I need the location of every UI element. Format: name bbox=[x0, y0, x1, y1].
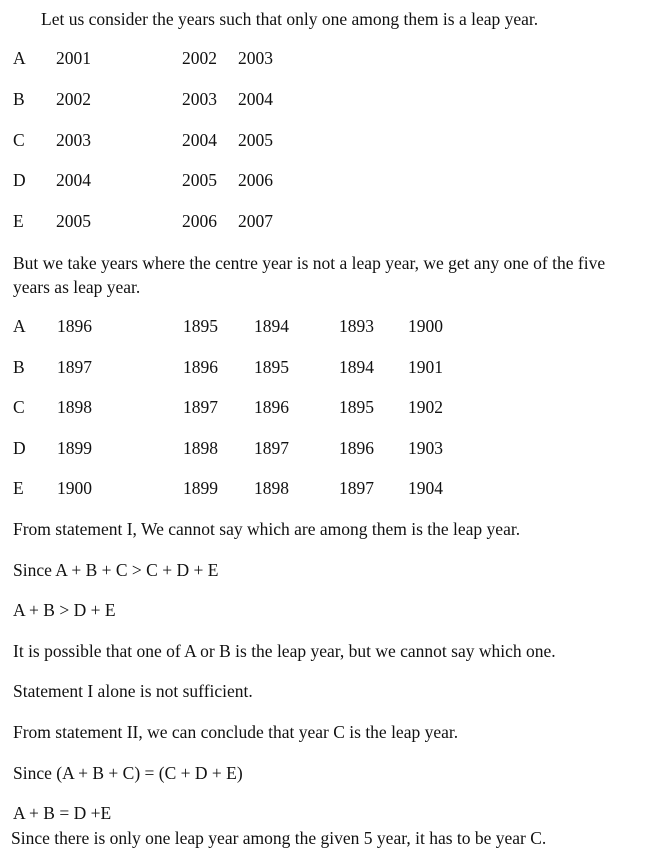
row-label: C bbox=[13, 397, 25, 417]
year-cell: 1901 bbox=[408, 357, 443, 377]
year-cell: 1897 bbox=[254, 438, 289, 458]
year-cell: 1895 bbox=[183, 316, 218, 336]
year-cell: 2003 bbox=[238, 48, 273, 68]
year-cell: 1894 bbox=[254, 316, 289, 336]
year-cell: 2002 bbox=[56, 89, 91, 109]
year-cell: 2007 bbox=[238, 211, 273, 231]
year-cell: 2005 bbox=[182, 170, 217, 190]
year-cell: 1895 bbox=[254, 357, 289, 377]
year-cell: 1899 bbox=[183, 478, 218, 498]
year-cell: 1898 bbox=[183, 438, 218, 458]
year-cell: 1898 bbox=[254, 478, 289, 498]
paragraph-line: But we take years where the centre year is not a leap year, we get any one of the five bbox=[13, 253, 606, 273]
year-cell: 2003 bbox=[182, 89, 217, 109]
year-cell: 1900 bbox=[408, 316, 443, 336]
row-label: B bbox=[13, 89, 25, 109]
year-cell: 2004 bbox=[238, 89, 273, 109]
year-cell: 2004 bbox=[182, 130, 217, 150]
paragraph-line: years as leap year. bbox=[13, 277, 141, 297]
year-cell: 2003 bbox=[56, 130, 91, 150]
row-label: D bbox=[13, 170, 26, 190]
year-cell: 1900 bbox=[57, 478, 92, 498]
year-cell: 1896 bbox=[183, 357, 218, 377]
year-cell: 2002 bbox=[182, 48, 217, 68]
row-label: A bbox=[13, 48, 26, 68]
row-label: A bbox=[13, 316, 26, 336]
year-cell: 2006 bbox=[238, 170, 273, 190]
year-cell: 1893 bbox=[339, 316, 374, 336]
row-label: E bbox=[13, 211, 24, 231]
year-cell: 2004 bbox=[56, 170, 91, 190]
statement-line: A + B = D +E bbox=[13, 803, 112, 823]
year-cell: 1897 bbox=[57, 357, 92, 377]
intro-text: Let us consider the years such that only one among them is a leap year. bbox=[41, 9, 539, 29]
row-label: B bbox=[13, 357, 25, 377]
year-cell: 1897 bbox=[183, 397, 218, 417]
year-cell: 1896 bbox=[57, 316, 92, 336]
year-cell: 1896 bbox=[339, 438, 374, 458]
year-cell: 2006 bbox=[182, 211, 217, 231]
year-cell: 2005 bbox=[238, 130, 273, 150]
year-cell: 2001 bbox=[56, 48, 91, 68]
year-cell: 1897 bbox=[339, 478, 374, 498]
row-label: C bbox=[13, 130, 25, 150]
year-cell: 1898 bbox=[57, 397, 92, 417]
statement-line: From statement I, We cannot say which are among them is the leap year. bbox=[13, 519, 521, 539]
statement-line: Since (A + B + C) = (C + D + E) bbox=[13, 763, 243, 783]
year-cell: 1896 bbox=[254, 397, 289, 417]
year-cell: 1899 bbox=[57, 438, 92, 458]
statement-line: Since A + B + C > C + D + E bbox=[13, 560, 219, 580]
statement-line: Since there is only one leap year among the given 5 year, it has to be year C. bbox=[11, 828, 547, 848]
statement-line: From statement II, we can conclude that year C is the leap year. bbox=[13, 722, 459, 742]
statement-line: A + B > D + E bbox=[13, 600, 116, 620]
statement-line: It is possible that one of A or B is the leap year, but we cannot say which one. bbox=[13, 641, 556, 661]
statement-line: Statement I alone is not sufficient. bbox=[13, 681, 253, 701]
row-label: E bbox=[13, 478, 24, 498]
year-cell: 2005 bbox=[56, 211, 91, 231]
year-cell: 1903 bbox=[408, 438, 443, 458]
row-label: D bbox=[13, 438, 26, 458]
year-cell: 1895 bbox=[339, 397, 374, 417]
year-cell: 1904 bbox=[408, 478, 443, 498]
year-cell: 1894 bbox=[339, 357, 374, 377]
year-cell: 1902 bbox=[408, 397, 443, 417]
